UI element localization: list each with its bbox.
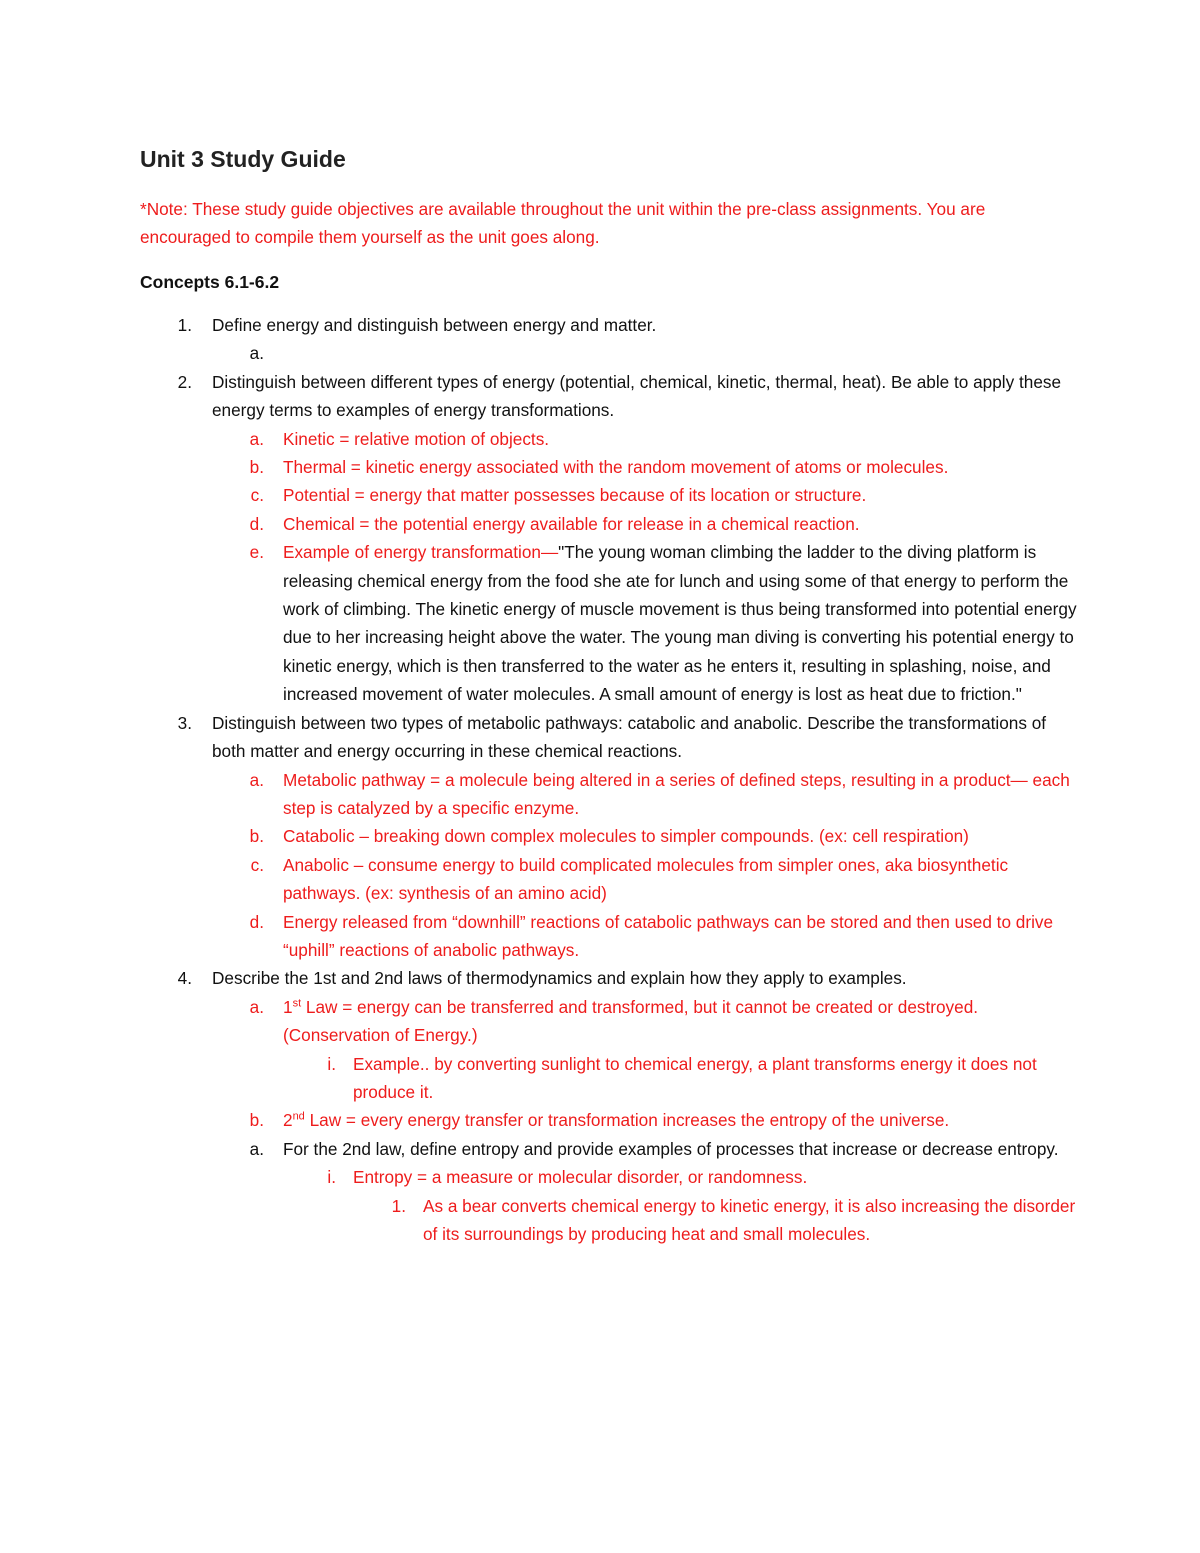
answer-text: Law = every energy transfer or transformation increases the entropy of the universe.	[304, 1110, 950, 1131]
objective-text: Describe the 1st and 2nd laws of thermodynamics and explain how they apply to examples.	[212, 968, 907, 989]
list-marker: e.	[249, 542, 264, 563]
objective-text: For the 2nd law, define entropy and provide examples of processes that increase or decrease entropy.	[283, 1138, 1059, 1159]
answer-text: Potential = energy that matter possesses because of its location or structure.	[283, 485, 867, 506]
second-law-answer	[0, 1106, 1200, 1134]
objective-text: Distinguish between two types of metabolic pathways: catabolic and anabolic. Describe the transformations of both matter and energy occurring in these chemical reactions.	[212, 712, 1047, 762]
list-marker: i.	[327, 1167, 336, 1188]
answer-text: Thermal = kinetic energy associated with the random movement of atoms or molecules.	[283, 457, 949, 478]
answer-text: Example.. by converting sunlight to chemical energy, a plant transforms energy it does not produce it.	[353, 1053, 1037, 1102]
objectives-list	[0, 311, 1200, 1248]
answer-text: Kinetic = relative motion of objects.	[283, 428, 550, 449]
list-marker: b.	[249, 457, 264, 478]
objective-2-answer-b	[0, 453, 1200, 481]
list-marker: a.	[249, 769, 264, 790]
law-number: 2	[283, 1110, 293, 1131]
objective-3-answer-b	[0, 822, 1200, 850]
objective-4	[0, 964, 1200, 992]
objective-3	[0, 709, 1200, 766]
answer-text: Law = energy can be transferred and transformed, but it cannot be created or destroyed. (Conservation of Energy.)	[283, 996, 979, 1046]
objective-2-answer-a	[0, 425, 1200, 453]
answer-lead-in: Example of energy transformation—	[283, 542, 559, 563]
list-marker: 1.	[177, 315, 192, 335]
answer-text	[283, 542, 1077, 704]
objective-2-answer-d	[0, 510, 1200, 538]
first-law-answer	[0, 993, 1200, 1050]
list-marker: c.	[250, 485, 264, 506]
answer-quote: "The young woman climbing the ladder to the diving platform is releasing chemical energy from the food she ate for lunch and using some of that energy to perform the work of climbing. The kinetic energy of muscle movement is thus being transformed into potential energy due to her increasing height above the water. The young man diving is converting his potential energy to kinetic energy, which is then transferred to the water as he enters it, resulting in splashing, noise, and increased movement of water molecules. A small amount of energy is lost as heat due to friction."	[283, 542, 1077, 705]
first-law-example	[0, 1050, 1200, 1107]
list-marker: d.	[249, 911, 264, 932]
answer-text: Catabolic – breaking down complex molecules to simpler compounds. (ex: cell respiration)	[283, 826, 969, 847]
list-marker: c.	[250, 854, 264, 875]
objective-1	[0, 311, 1200, 339]
list-marker: b.	[249, 826, 264, 847]
entropy-example	[0, 1192, 1200, 1249]
ordinal-suffix: st	[292, 997, 302, 1010]
list-marker: a.	[249, 996, 264, 1017]
list-marker: 2.	[177, 371, 192, 392]
objective-2-answer-c	[0, 481, 1200, 509]
section-heading: Concepts 6.1-6.2	[140, 272, 280, 292]
answer-text: Entropy = a measure or molecular disorder, or randomness.	[353, 1167, 808, 1188]
objective-text: Distinguish between different types of energy (potential, chemical, kinetic, thermal, heat). Be able to apply these energy terms to examples of energy transformations.	[212, 371, 1062, 421]
objective-1-answer-a	[0, 339, 1200, 367]
entropy-objective	[0, 1135, 1200, 1163]
list-marker: 3.	[177, 712, 192, 733]
objective-text: Define energy and distinguish between energy and matter.	[212, 315, 657, 335]
objective-2-answer-e	[0, 538, 1200, 708]
law-number: 1	[283, 996, 293, 1017]
list-marker: a.	[249, 343, 264, 364]
list-marker: a.	[249, 1138, 264, 1159]
objective-3-answer-d	[0, 908, 1200, 965]
answer-text: As a bear converts chemical energy to kinetic energy, it is also increasing the disorder of its surroundings by producing heat and small molecules.	[423, 1195, 1076, 1244]
list-marker: a.	[249, 428, 264, 449]
list-marker: 4.	[177, 968, 192, 989]
ordinal-suffix: nd	[292, 1110, 305, 1123]
list-marker: 1.	[391, 1195, 406, 1216]
objective-3-answer-a	[0, 766, 1200, 823]
answer-text: Chemical = the potential energy available for release in a chemical reaction.	[283, 513, 860, 534]
answer-text: Energy released from “downhill” reactions of catabolic pathways can be stored and then used to drive “uphill” reactions of anabolic pathways.	[283, 911, 1054, 960]
answer-text: Anabolic – consume energy to build complicated molecules from simpler ones, aka biosynthetic pathways. (ex: synthesis of an amino acid)	[283, 854, 1009, 904]
objective-3-answer-c	[0, 851, 1200, 908]
study-guide-note: *Note: These study guide objectives are available throughout the unit within the pre-class assignments. You are encouraged to compile them yourself as the unit goes along.	[140, 199, 986, 247]
list-marker: i.	[327, 1053, 336, 1074]
page-title: Unit 3 Study Guide	[140, 146, 346, 172]
list-marker: b.	[249, 1110, 264, 1131]
answer-text: Metabolic pathway = a molecule being altered in a series of defined steps, resulting in a product— each step is catalyzed by a specific enzyme.	[283, 769, 1070, 818]
objective-2	[0, 368, 1200, 425]
list-marker: d.	[249, 513, 264, 534]
entropy-definition	[0, 1163, 1200, 1191]
